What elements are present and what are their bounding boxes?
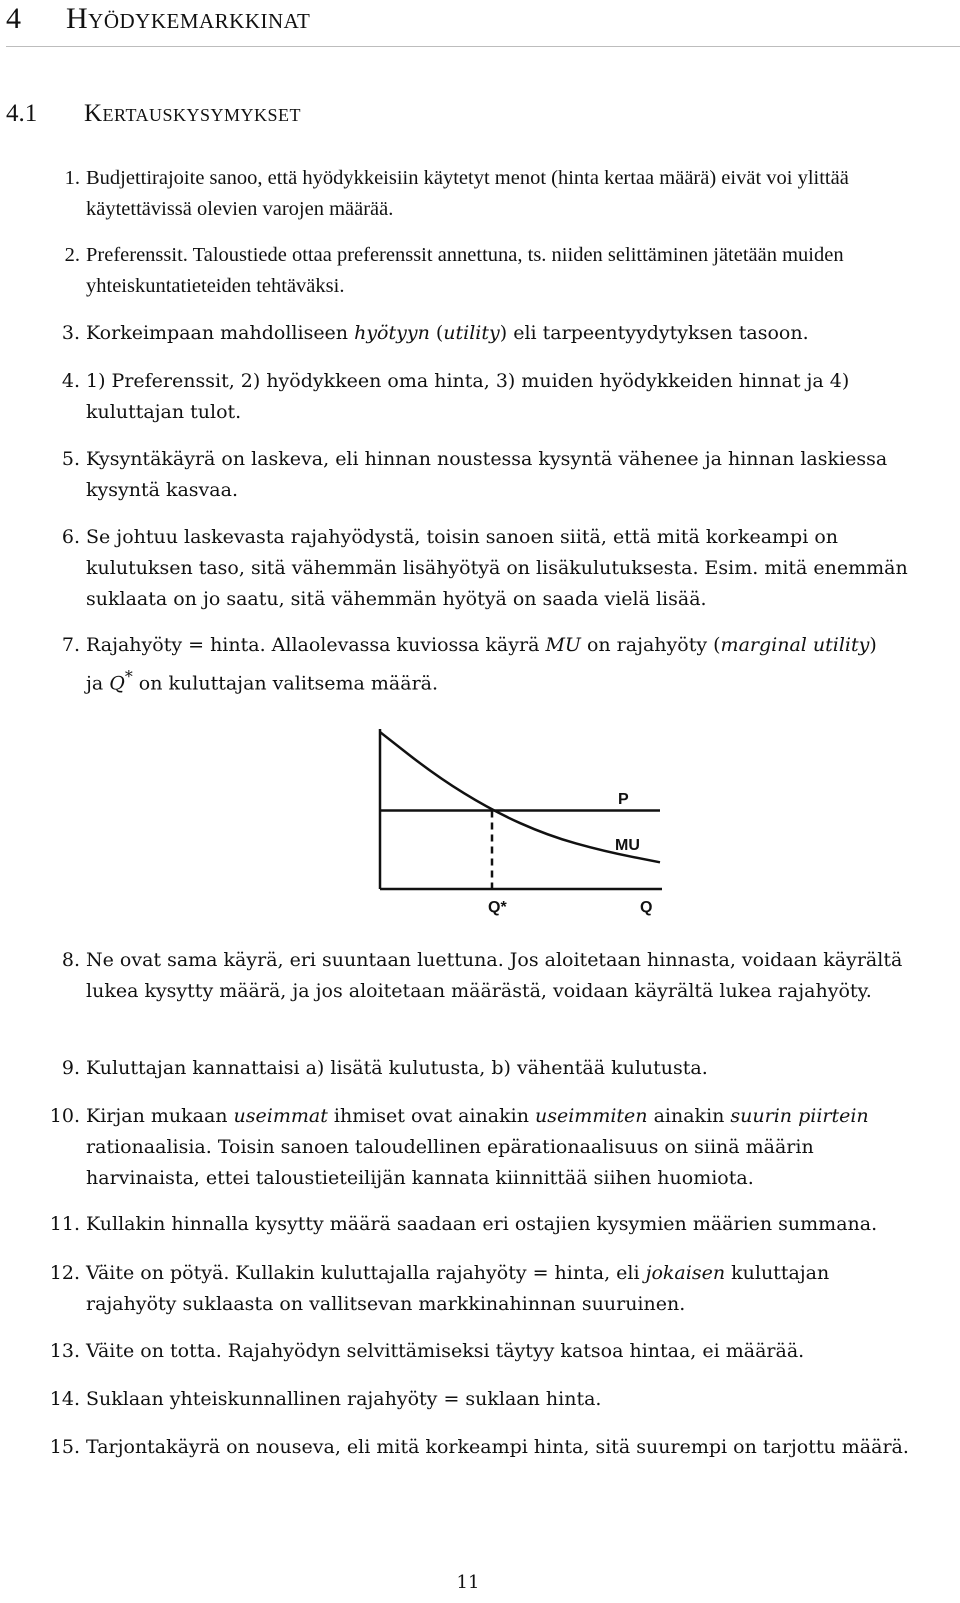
list-item-9 [40,1053,920,1084]
item-text: Kysyntäkäyrä on laskeva, eli hinnan noustessa kysyntä vähenee ja hinnan laskiessa kysyntä kasvaa. [86,448,888,501]
label-q: Q [640,899,653,916]
item-text: Kirjan mukaan useimmat ihmiset ovat ainakin useimmiten ainakin suurin piirtein rationaalisia. Toisin sanoen taloudellinen epärationaalisuus on siinä määrin harvinaista, ettei taloustieteilijän kannata kiinnittää siihen huomiota. [86,1105,869,1189]
item-number: 3. [61,322,80,344]
item-text: Ne ovat sama käyrä, eri suuntaan luettuna. Jos aloitetaan hinnasta, voidaan käyrältä lukea kysytty määrä, ja jos aloitetaan määrästä, voidaan käyrältä lukea rajahyöty. [86,949,903,1002]
item-number: 13. [49,1340,80,1362]
chapter-number: 4 [6,2,22,35]
list-item-3 [40,318,920,349]
item-text: Kullakin hinnalla kysytty määrä saadaan eri ostajien kysymien määrien summana. [86,1213,878,1235]
item-number: 12. [49,1262,80,1284]
list-item-5 [40,444,920,506]
item-text: Kuluttajan kannattaisi a) lisätä kulutusta, b) vähentää kulutusta. [86,1057,708,1079]
item-number: 9. [61,1057,80,1079]
label-mu: MU [615,837,640,854]
item-number: 5. [61,448,80,470]
item-number: 7. [61,634,80,656]
item-number: 1. [64,167,80,189]
item-text: Suklaan yhteiskunnallinen rajahyöty = suklaan hinta. [86,1388,602,1410]
list-item-4 [40,366,920,428]
label-p: P [618,791,629,808]
list-item-10 [40,1101,920,1194]
item-text: Tarjontakäyrä on nouseva, eli mitä korkeampi hinta, sitä suurempi on tarjottu määrä. [86,1436,909,1458]
list-item-2 [40,240,920,302]
item-number: 10. [49,1105,80,1127]
section-number: 4.1 [6,100,38,127]
item-number: 15. [49,1436,80,1458]
item-text: Se johtuu laskevasta rajahyödystä, toisin sanoen siitä, että mitä korkeampi on kulutuksen taso, sitä vähemmän lisähyötyä on lisäkulutuksesta. Esim. mitä enemmän suklaata on jo saatu, sitä vähemmän hyötyä on saada vielä lisää. [86,526,908,610]
item-text: 1) Preferenssit, 2) hyödykkeen oma hinta, 3) muiden hyödykkeiden hinnat ja 4) kuluttajan tulot. [86,370,850,423]
chapter-heading [6,0,960,47]
marginal-utility-chart [360,724,670,924]
item-number: 6. [61,526,80,548]
item-text: Rajahyöty = hinta. Allaolevassa kuviossa käyrä MU on rajahyöty (marginal utility) ja Q* on kuluttajan valitsema määrä. [86,634,877,695]
list-item-14 [40,1384,920,1415]
item-text: Preferenssit. Taloustiede ottaa preferenssit annettuna, ts. niiden selittäminen jätetään muiden yhteiskuntatieteiden tehtäväksi. [86,244,844,297]
list-item-7 [40,630,920,699]
page-number: 11 [456,1572,480,1593]
list-item-15 [40,1432,920,1463]
item-number: 4. [61,370,80,392]
list-item-12 [40,1258,920,1320]
item-number: 14. [49,1388,80,1410]
chapter-title: Hyödykemarkkinat [66,2,311,35]
list-item-11 [40,1209,920,1240]
item-text: Väite on totta. Rajahyödyn selvittämiseksi täytyy katsoa hintaa, ei määrää. [86,1340,805,1362]
list-item-6 [40,522,920,615]
list-item-8 [40,945,920,1007]
item-text: Väite on pötyä. Kullakin kuluttajalla rajahyöty = hinta, eli jokaisen kuluttajan rajahyöty suklaasta on vallitsevan markkinahinnan suuruinen. [86,1262,830,1315]
item-number: 2. [64,244,80,266]
item-text: Korkeimpaan mahdolliseen hyötyyn (utility) eli tarpeentyydytyksen tasoon. [86,322,809,344]
label-qstar: Q* [488,899,507,916]
list-item-13 [40,1336,920,1367]
section-heading [6,98,301,130]
item-text: Budjettirajoite sanoo, että hyödykkeisiin käytetyt menot (hinta kertaa määrä) eivät voi ylittää käytettävissä olevien varojen määrää. [86,167,849,220]
section-title: Kertauskysymykset [84,100,302,127]
list-item-1 [40,163,920,225]
item-number: 8. [61,949,80,971]
item-number: 11. [49,1213,80,1235]
